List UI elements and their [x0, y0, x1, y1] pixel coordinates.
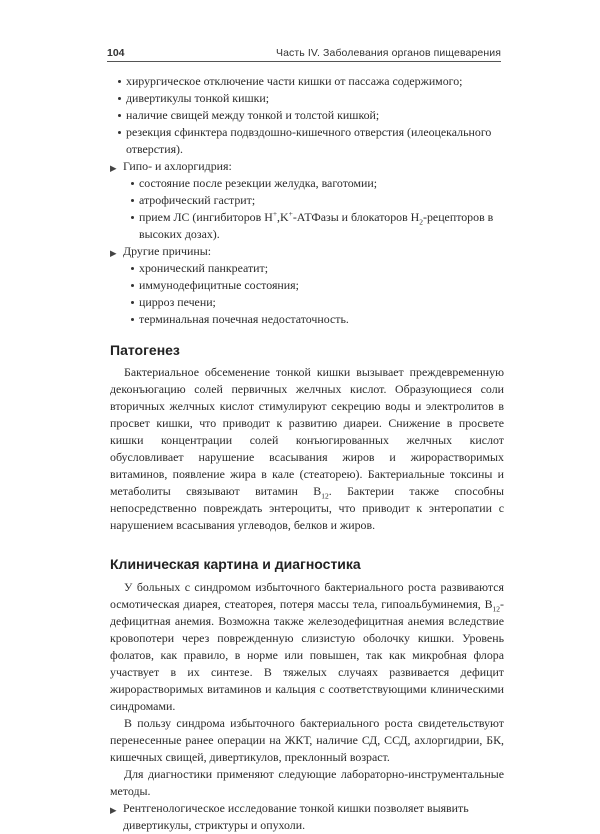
- triangle-bullet-icon: ▶: [110, 249, 117, 259]
- page-body: [110, 73, 504, 834]
- list-item: состояние после резекции желудка, ваготомии;: [131, 175, 504, 192]
- surgical-causes-list: [110, 73, 504, 158]
- other-causes-group: [110, 243, 504, 328]
- hypochlorhydria-list: [123, 175, 504, 243]
- list-item: резекция сфинктера подвздошно-кишечного отверстия (илеоцекального отверстия).: [118, 124, 504, 158]
- running-title: Часть IV. Заболевания органов пищеварения: [275, 47, 501, 59]
- group-title: Другие причины:: [123, 244, 212, 258]
- list-item: хронический панкреатит;: [131, 260, 504, 277]
- page-number: 104: [107, 47, 125, 59]
- pathogenesis-paragraph: Бактериальное обсеменение тонкой кишки вызывает преждевременную деконъюгацию солей первичных желчных кислот. Образующиеся соли вторичных желчных кислот стимулируют секрецию воды и электролитов в просвет кишки, что приводит к развитию диареи. Снижение в просвете кишки концентрации солей конъюгированных желчных кислот обусловливает нарушение всасывания жиров и жирорастворимых витаминов, появление жира в кале (стеаторею). Бактериальные токсины и метаболиты связывают витамин $B_{12}$. Бактерии также способны непосредственно повреждать энтероциты, что приводит к энтеропатии с нарушением всасывания углеводов, белков и жиров.: [110, 365, 504, 532]
- diagnostic-methods-list: [110, 800, 504, 834]
- clinical-heading: Клиническая картина и диагностика: [110, 556, 361, 572]
- method-item: ▶ Рентгенологическое исследование тонкой кишки позволяет выявить дивертикулы, стриктуры и опухоли.: [110, 801, 469, 832]
- triangle-bullet-icon: ▶: [110, 164, 117, 174]
- list-item-drugs: прием ЛС (ингибиторов H+,K+-АТФазы и блокаторов $H_2$-рецепторов в высоких дозах).: [131, 209, 504, 243]
- list-item: наличие свищей между тонкой и толстой кишкой;: [118, 107, 504, 124]
- list-item: цирроз печени;: [131, 294, 504, 311]
- list-item: хирургическое отключение части кишки от пассажа содержимого;: [118, 73, 504, 90]
- other-causes-list: [123, 260, 504, 328]
- pathogenesis-heading: Патогенез: [110, 342, 180, 358]
- running-header: [107, 47, 501, 62]
- list-item: атрофический гастрит;: [131, 192, 504, 209]
- clinical-paragraph-1: У больных с синдромом избыточного бактериального роста развиваются осмотическая диарея, стеаторея, потеря массы тела, гипоальбуминемия, $B_{12}$-дефицитная анемия. Возможна также железодефицитная анемия вследствие кровопотери через поврежденную слизистую оболочку кишки. Уровень фолатов, как правило, в норме или повышен, так как микробная флора участвует в их синтезе. В тяжелых случаях развивается дефицит жирорастворимых витаминов и кальция с соответствующими клиническими синдромами.: [110, 580, 504, 713]
- list-item: терминальная почечная недостаточность.: [131, 311, 504, 328]
- hypochlorhydria-group: [110, 158, 504, 243]
- list-item: иммунодефицитные состояния;: [131, 277, 504, 294]
- clinical-paragraph-2: В пользу синдрома избыточного бактериального роста свидетельствуют перенесенные ранее операции на ЖКТ, наличие СД, ССД, ахлоргидрии, БК, кишечных свищей, дивертикулов, преклонный возраст.: [110, 716, 504, 764]
- causes-list: [110, 158, 504, 328]
- group-title: Гипо- и ахлоргидрия:: [123, 159, 232, 173]
- list-item: дивертикулы тонкой кишки;: [118, 90, 504, 107]
- triangle-bullet-icon: ▶: [110, 806, 117, 816]
- clinical-paragraph-3: Для диагностики применяют следующие лабораторно-инструментальные методы.: [110, 767, 504, 798]
